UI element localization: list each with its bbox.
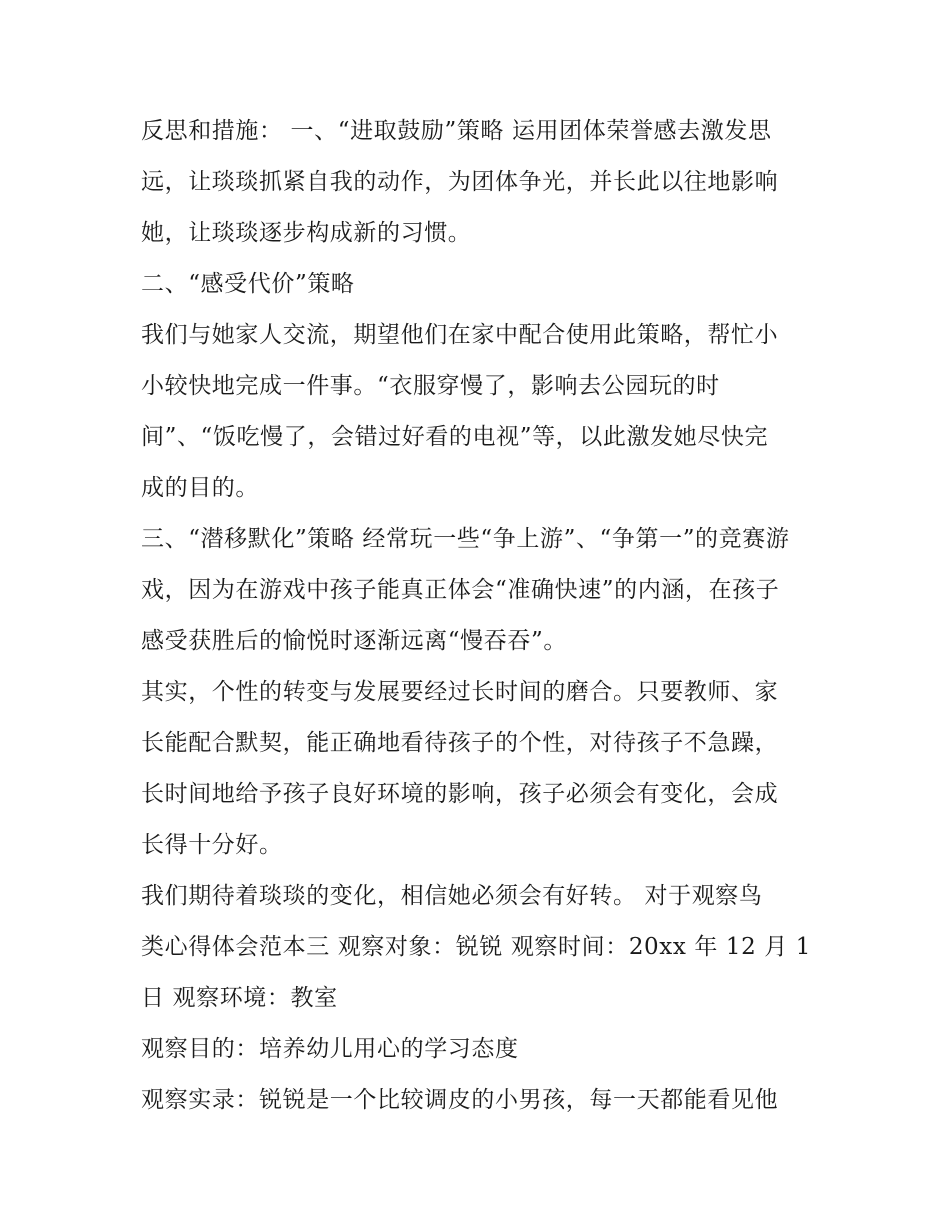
text-line: 我们期待着琰琰的变化，相信她必须会有好转。 对于观察鸟 — [141, 883, 763, 909]
text-line: 其实，个性的转变与发展要经过长时间的磨合。只要教师、家 — [141, 679, 779, 705]
text-line: 反思和措施： 一、“进取鼓励”策略 运用团体荣誉感去激发思 — [141, 118, 772, 144]
text-line: 观察目的：培养幼儿用心的学习态度 — [141, 1036, 519, 1062]
text-line: 长时间地给予孩子良好环境的影响，孩子必须会有变化，会成 — [141, 781, 779, 807]
text-line: 长能配合默契，能正确地看待孩子的个性，对待孩子不急躁， — [141, 730, 779, 756]
text-line: 我们与她家人交流，期望他们在家中配合使用此策略，帮忙小 — [141, 322, 779, 348]
text-line: 观察实录：锐锐是一个比较调皮的小男孩，每一天都能看见他 — [141, 1087, 779, 1113]
text-line: 日 观察环境：教室 — [141, 985, 338, 1011]
text-line: 间”、“饭吃慢了，会错过好看的电视”等，以此激发她尽快完 — [141, 424, 769, 450]
text-line: 远，让琰琰抓紧自我的动作，为团体争光，并长此以往地影响 — [141, 169, 779, 195]
text-line: 成的目的。 — [141, 475, 259, 501]
text-line: 戏，因为在游戏中孩子能真正体会“准确快速”的内涵，在孩子 — [141, 577, 780, 603]
text-line: 长得十分好。 — [141, 832, 283, 858]
text-line: 她，让琰琰逐步构成新的习惯。 — [141, 220, 472, 246]
document-body — [141, 106, 821, 1126]
text-line: 小较快地完成一件事。“衣服穿慢了，影响去公园玩的时 — [141, 373, 720, 399]
text-line: 类心得体会范本三 观察对象：锐锐 观察时间：20xx 年 12 月 1 — [141, 934, 811, 960]
text-line: 感受获胜后的愉悦时逐渐远离“慢吞吞”。 — [141, 628, 567, 654]
text-line: 三、“潜移默化”策略 经常玩一些“争上游”、“争第一”的竞赛游 — [141, 526, 790, 552]
text-line: 二、“感受代价”策略 — [141, 271, 355, 297]
